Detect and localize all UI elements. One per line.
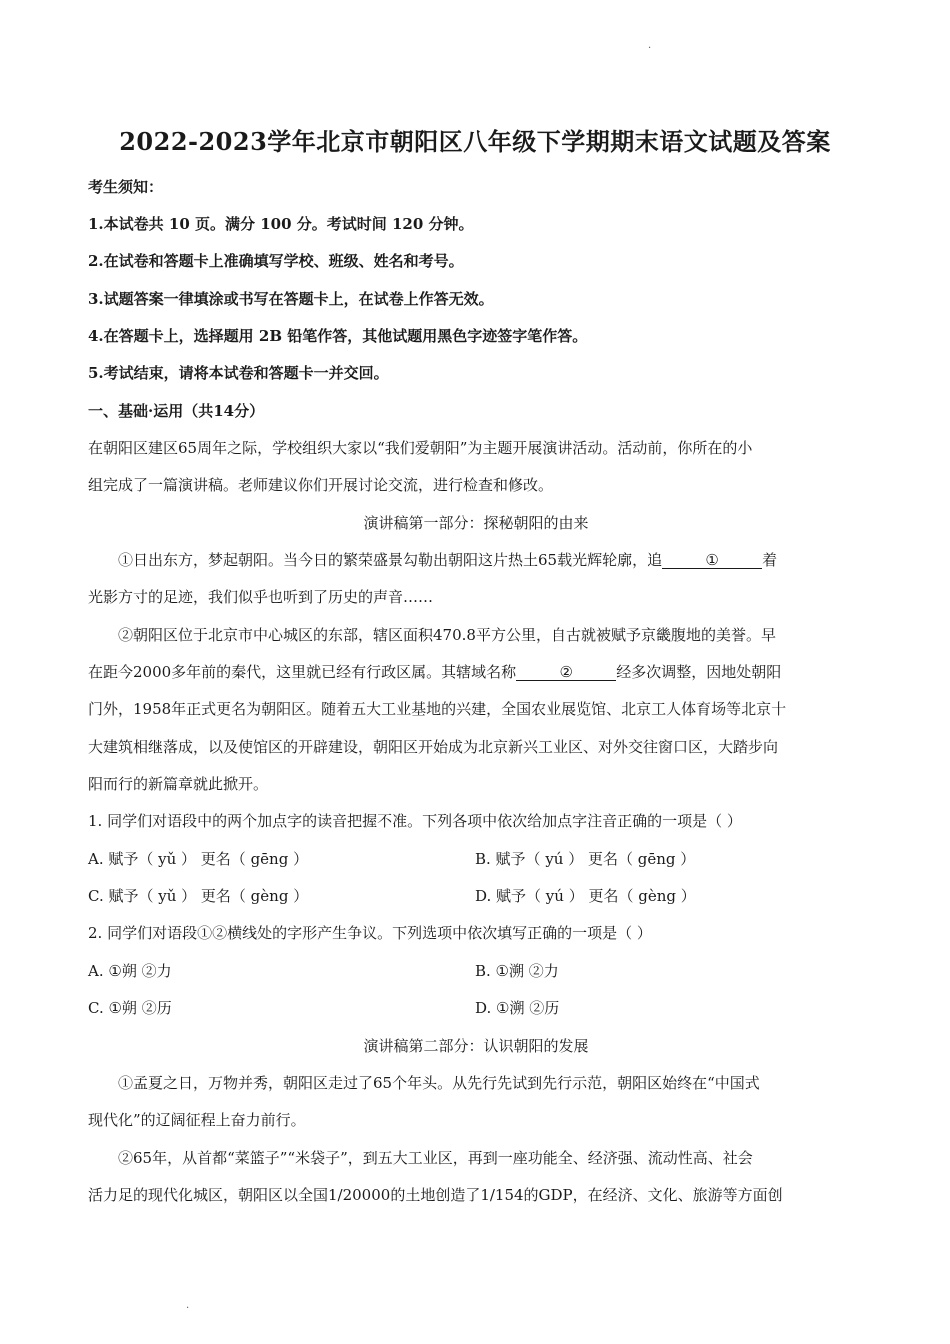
part2-title: 演讲稿第二部分：认识朝阳的发展 bbox=[363, 1037, 589, 1055]
question-2-options-row bbox=[88, 960, 864, 981]
option-c: C. 赋予（ yǔ ） 更名（ gèng ） bbox=[88, 887, 309, 905]
option-c: C. ①朔 ②历 bbox=[88, 999, 172, 1017]
fill-blank-1: ① bbox=[662, 552, 762, 569]
paragraph-text: 经多次调整，因地处朝阳 bbox=[616, 663, 782, 681]
option-d: D. ①溯 ②历 bbox=[475, 999, 560, 1017]
paragraph-line: ②朝阳区位于北京市中心城区的东部，辖区面积470.8平方公里，自古就被赋予京畿腹地的美誉。早 bbox=[118, 626, 776, 644]
paragraph-line bbox=[88, 661, 864, 682]
notice-item: 2.在试卷和答题卡上准确填写学校、班级、姓名和考号。 bbox=[88, 252, 464, 270]
paragraph-line: 光影方寸的足迹，我们似乎也听到了历史的声音…… bbox=[88, 588, 434, 606]
question-1-options-row bbox=[88, 848, 864, 869]
intro-line: 在朝阳区建区65周年之际，学校组织大家以“我们爱朝阳”为主题开展演讲活动。活动前，你所在的小 bbox=[88, 439, 753, 457]
notice-item: 1.本试卷共 10 页。满分 100 分。考试时间 120 分钟。 bbox=[88, 215, 474, 233]
part1-title: 演讲稿第一部分：探秘朝阳的由来 bbox=[363, 514, 589, 532]
notice-heading: 考生须知： bbox=[88, 178, 164, 196]
option-d: D. 赋予（ yú ） 更名（ gèng ） bbox=[475, 887, 696, 905]
scan-dot: . bbox=[186, 1300, 190, 1311]
question-1-options-row bbox=[88, 885, 864, 906]
question-1-stem: 1. 同学们对语段中的两个加点字的读音把握不准。下列各项中依次给加点字注音正确的一项是（ ） bbox=[88, 812, 742, 830]
paragraph-line: 现代化”的辽阔征程上奋力前行。 bbox=[88, 1111, 306, 1129]
option-a: A. 赋予（ yǔ ） 更名（ gēng ） bbox=[88, 850, 309, 868]
option-a: A. ①朔 ②力 bbox=[88, 962, 172, 980]
notice-item: 5.考试结束，请将本试卷和答题卡一并交回。 bbox=[88, 364, 389, 382]
question-2-stem: 2. 同学们对语段①②横线处的字形产生争议。下列选项中依次填写正确的一项是（ ） bbox=[88, 924, 652, 942]
paragraph-text: ①日出东方，梦起朝阳。当今日的繁荣盛景勾勒出朝阳这片热土65载光辉轮廓，追 bbox=[118, 551, 663, 569]
paragraph-text: 着 bbox=[762, 551, 778, 569]
option-b: B. 赋予（ yú ） 更名（ gēng ） bbox=[475, 850, 696, 868]
question-2-options-row bbox=[88, 997, 864, 1018]
intro-line: 组完成了一篇演讲稿。老师建议你们开展讨论交流，进行检查和修改。 bbox=[88, 476, 554, 494]
paragraph-line: ②65年，从首都“菜篮子”“米袋子”，到五大工业区，再到一座功能全、经济强、流动性高、社会 bbox=[118, 1149, 753, 1167]
notice-item: 3.试题答案一律填涂或书写在答题卡上，在试卷上作答无效。 bbox=[88, 290, 494, 308]
paragraph-line: 大建筑相继落成，以及使馆区的开辟建设，朝阳区开始成为北京新兴工业区、对外交往窗口区，大踏步向 bbox=[88, 738, 779, 756]
paragraph-line bbox=[118, 549, 864, 570]
notice-item: 4.在答题卡上，选择题用 2B 铅笔作答，其他试题用黑色字迹签字笔作答。 bbox=[88, 327, 588, 345]
paragraph-text: 在距今2000多年前的秦代，这里就已经有行政区属。其辖域名称 bbox=[88, 663, 517, 681]
option-b: B. ①溯 ②力 bbox=[475, 962, 559, 980]
section-heading: 一、基础·运用（共14分） bbox=[88, 402, 265, 420]
paragraph-line: ①孟夏之日，万物并秀，朝阳区走过了65个年头。从先行先试到先行示范，朝阳区始终在“中国式 bbox=[118, 1074, 760, 1092]
paragraph-line: 阳而行的新篇章就此掀开。 bbox=[88, 775, 269, 793]
fill-blank-2: ② bbox=[516, 664, 616, 681]
page-title: 2022-2023学年北京市朝阳区八年级下学期期末语文试题及答案 bbox=[119, 127, 831, 156]
paragraph-line: 活力足的现代化城区，朝阳区以全国1/20000的土地创造了1/154的GDP，在经济、文化、旅游等方面创 bbox=[88, 1186, 783, 1204]
paragraph-line: 门外，1958年正式更名为朝阳区。随着五大工业基地的兴建，全国农业展览馆、北京工人体育场等北京十 bbox=[88, 700, 787, 718]
scan-dot: . bbox=[648, 40, 652, 51]
